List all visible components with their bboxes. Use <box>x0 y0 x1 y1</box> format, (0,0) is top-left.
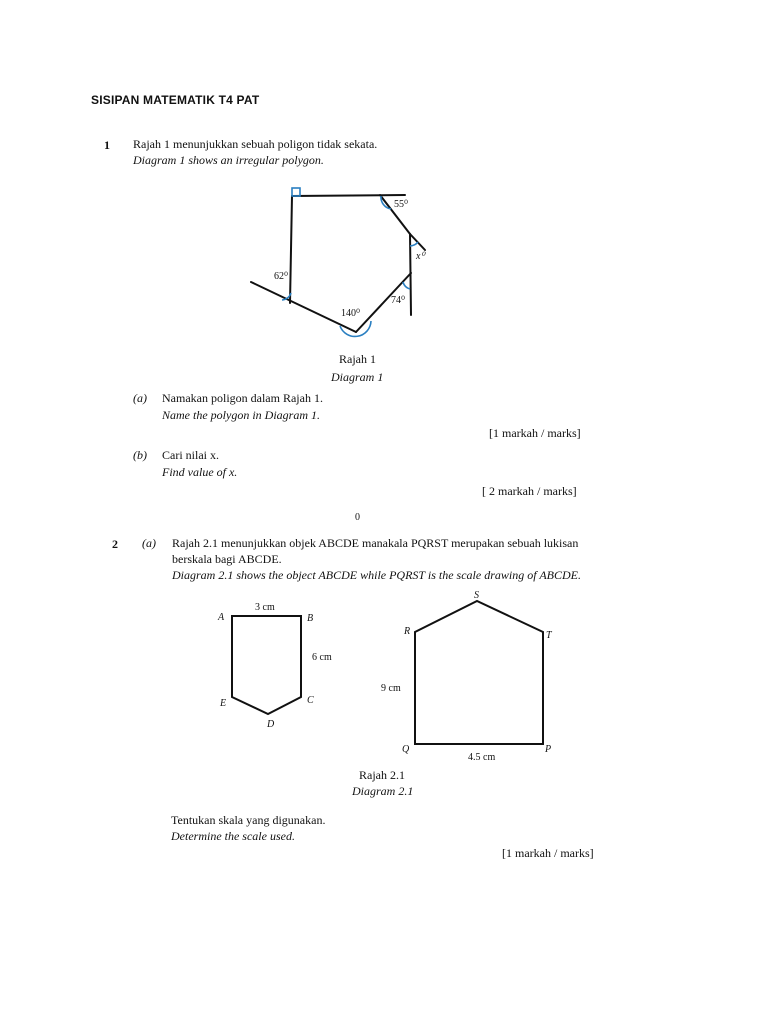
vertex-label-p: P <box>545 744 552 755</box>
scale-bottom-length: 4.5 cm <box>468 752 496 763</box>
vertex-label-d: D <box>267 719 275 730</box>
stray-mark: 0 <box>355 512 360 523</box>
diagram-2-1-caption-ms: Rajah 2.1 <box>359 768 405 782</box>
question-1b-text-ms: Cari nilai x. <box>162 448 219 462</box>
scale-side-length: 9 cm <box>381 683 401 694</box>
question-1-text-en: Diagram 1 shows an irregular polygon. <box>133 153 324 167</box>
angle-label-62: 62⁰ <box>274 271 289 282</box>
vertex-label-r: R <box>404 626 411 637</box>
vertex-label-t: T <box>546 630 552 641</box>
object-top-length: 3 cm <box>255 602 275 613</box>
vertex-label-a: A <box>218 612 225 623</box>
question-1-text-ms: Rajah 1 menunjukkan sebuah poligon tidak sekata. <box>133 137 378 151</box>
question-1a-marks: [1 markah / marks] <box>489 426 581 440</box>
question-1b-marks: [ 2 markah / marks] <box>482 484 577 498</box>
vertex-label-s: S <box>474 590 479 601</box>
angle-label-x: x⁰ <box>416 251 425 262</box>
angle-label-140: 140⁰ <box>341 308 361 319</box>
diagram-2-1-caption-en: Diagram 2.1 <box>352 784 414 798</box>
vertex-label-e: E <box>220 698 227 709</box>
vertex-label-q: Q <box>402 744 410 755</box>
object-abcde <box>232 616 301 714</box>
question-1-number: 1 <box>104 138 110 152</box>
object-side-length: 6 cm <box>312 652 332 663</box>
diagram-1-caption-en: Diagram 1 <box>331 370 384 384</box>
question-1a-text-en: Name the polygon in Diagram 1. <box>162 408 320 422</box>
angle-label-74: 74⁰ <box>391 295 406 306</box>
question-2-number: 2 <box>112 537 118 551</box>
question-2a-text-ms-1: Rajah 2.1 menunjukkan objek ABCDE manakala PQRST merupakan sebuah lukisan <box>172 536 579 550</box>
question-2a-label: (a) <box>142 536 156 550</box>
question-2a-marks: [1 markah / marks] <box>502 846 594 860</box>
question-2a-text-en: Diagram 2.1 shows the object ABCDE while PQRST is the scale drawing of ABCDE. <box>172 568 581 582</box>
question-1a-text-ms: Namakan poligon dalam Rajah 1. <box>162 391 323 405</box>
vertex-label-c: C <box>307 695 314 706</box>
question-2a-ask-ms: Tentukan skala yang digunakan. <box>171 813 326 827</box>
angle-label-55: 55⁰ <box>394 199 409 210</box>
question-1b-label: (b) <box>133 448 147 462</box>
question-1b-text-en: Find value of x. <box>162 465 238 479</box>
diagram-1-caption-ms: Rajah 1 <box>339 352 376 366</box>
vertex-label-b: B <box>307 613 314 624</box>
scale-drawing-pqrst <box>415 601 543 744</box>
page-title: SISIPAN MATEMATIK T4 PAT <box>91 93 260 107</box>
question-2a-text-ms-2: berskala bagi ABCDE. <box>172 552 282 566</box>
question-2a-ask-en: Determine the scale used. <box>171 829 295 843</box>
question-1a-label: (a) <box>133 391 147 405</box>
